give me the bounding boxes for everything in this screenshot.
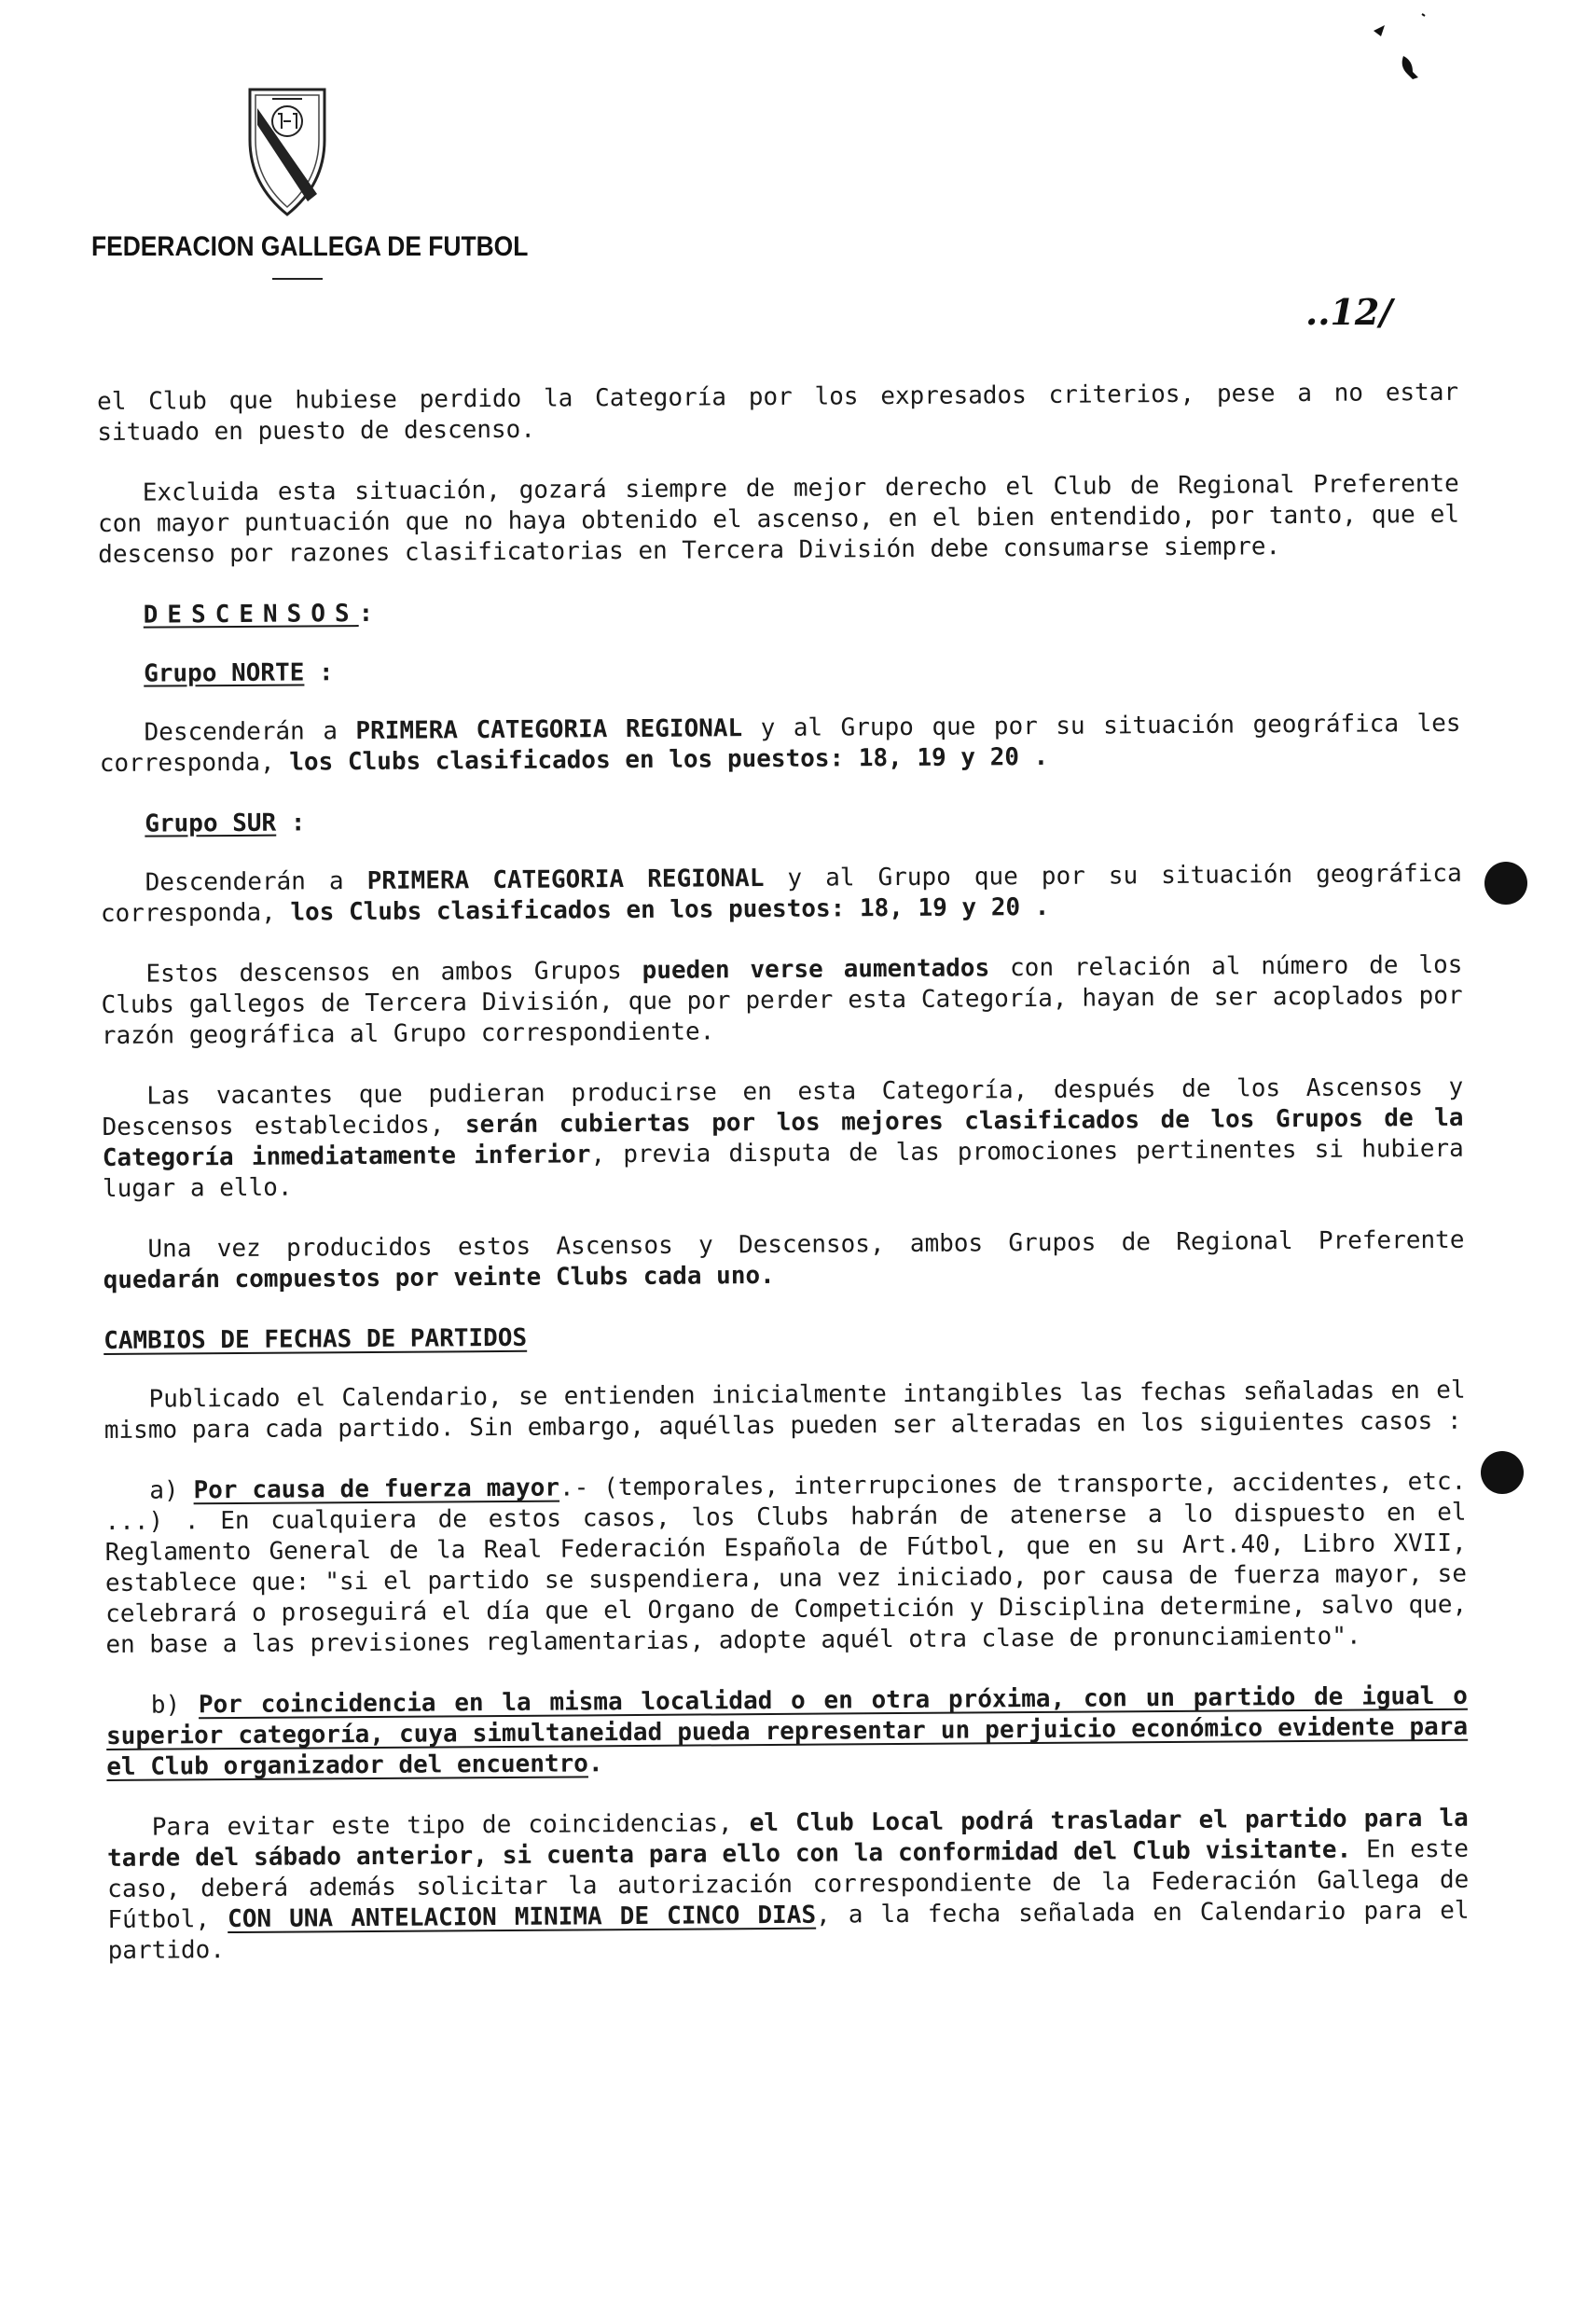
heading-colon: : — [358, 599, 374, 629]
text-run: PRIMERA CATEGORIA REGIONAL — [355, 714, 743, 746]
punch-hole-mark — [1481, 1451, 1524, 1494]
text-run: los Clubs clasificados en los puestos: 18, 19 y 20 — [289, 743, 1020, 777]
paragraph: el Club que hubiese perdido la Categoría por los expresados criterios, pese a no estar situado en puesto de descenso. — [97, 378, 1459, 447]
punch-hole-mark — [1484, 862, 1527, 905]
text-run: el Club Local podrá trasladar el partido para la tarde del sábado anterior, si cuenta para ello con la conformidad del Club visitante. — [106, 1804, 1469, 1873]
grupo-sur-heading: Grupo SUR — [145, 809, 277, 838]
subsection-heading — [144, 650, 1460, 690]
text-run: Por coincidencia en la misma localidad o en otra próxima, con un partido de igual o superior categoría, cuya simultaneidad pueda representar un perjuicio económico evidente para el Club organizador del encuentro — [105, 1681, 1469, 1781]
text-run: y al Grupo que por su situación geográfica les corresponda, — [99, 709, 1461, 778]
text-run: Descenderán a — [145, 866, 367, 897]
header-divider — [272, 278, 323, 280]
text-run: y al Grupo que por su situación geográfica corresponda, — [100, 859, 1462, 928]
text-run: . — [1018, 742, 1049, 772]
text-run: Las vacantes que pudieran producirse en esta Categoría, después de los Ascensos y Descensos establecidos, — [102, 1072, 1464, 1141]
text-run: quedarán compuestos por veinte Clubs cada uno. — [103, 1261, 775, 1294]
corner-ink-mark — [1366, 5, 1431, 89]
organization-name: FEDERACION GALLEGA DE FUTBOL — [91, 231, 529, 262]
list-item-b — [106, 1681, 1469, 1783]
heading-colon: : — [304, 658, 334, 687]
text-run: , previa disputa de las promociones pertinentes si hubiera lugar a ello. — [102, 1134, 1464, 1203]
text-run: CON UNA ANTELACION MINIMA DE CINCO DIAS — [228, 1901, 817, 1934]
subsection-heading — [145, 800, 1461, 840]
paragraph — [102, 1072, 1464, 1205]
text-run: con relación al número de los Clubs gallegos de Tercera División, que por perder esta Categoría, hayan de ser acoplados por razón geográfica al Grupo correspondiente. — [101, 950, 1463, 1050]
list-label: b) — [150, 1691, 200, 1720]
text-run: Una vez producidos estos Ascensos y Descensos, ambos Grupos de Regional Preferente — [147, 1225, 1465, 1264]
paragraph — [107, 1804, 1470, 1967]
document-body — [97, 378, 1470, 1997]
paragraph — [101, 950, 1463, 1052]
text-run: pueden verse aumentados — [642, 954, 990, 985]
federation-crest-icon — [244, 84, 330, 220]
text-run: los Clubs clasificados en los puestos: 18, 19 y 20 . — [290, 892, 1050, 927]
descensos-heading: DESCENSOS — [143, 600, 359, 629]
text-run: Descenderán a — [144, 717, 356, 747]
heading-colon: : — [276, 809, 306, 837]
text-run: Por causa de fuerza mayor — [193, 1473, 560, 1505]
text-run: Para evitar este tipo de coincidencias, — [151, 1809, 750, 1842]
paragraph — [101, 859, 1462, 930]
text-run: serán cubiertas por los mejores clasificados de los Grupos de la Categoría inmediatamente inferior — [102, 1103, 1464, 1172]
paragraph — [103, 1225, 1464, 1296]
text-run: . — [587, 1750, 603, 1778]
text-run: .- (temporales, interrupciones de transporte, accidentes, etc. ...) . En cualquiera de estos casos, los Clubs habrán de atenerse a lo dispuesto en el Reglamento General de la Real Federación Española de Fútbol, que en su Art.40, Libro XVII, establece que: "si el partido se suspendiera, una vez iniciado, por causa de fuerza mayor, se celebrará o proseguirá el día que el Organo de Competición y Disciplina determine, salvo que, en base a las previsiones reglamentarias, adopte aquél otra clase de pronunciamiento". — [104, 1467, 1468, 1659]
list-label: a) — [149, 1476, 194, 1505]
paragraph: Excluida esta situación, gozará siempre de mejor derecho el Club de Regional Preferente con mayor puntuación que no haya obtenido el ascenso, en el bien entendido, por tanto, que el descenso por razones clasificatorias en Tercera División debe consumarse siempre. — [97, 469, 1460, 569]
text-run: En este caso, deberá además solicitar la autorización correspondiente de la Federación Gallega de Fútbol, — [107, 1834, 1470, 1934]
text-run: Estos descensos en ambos Grupos — [145, 956, 642, 989]
paragraph — [99, 709, 1460, 780]
section-heading — [144, 591, 1460, 631]
text-run: , a la fecha señalada en Calendario para el partido. — [107, 1896, 1470, 1965]
grupo-norte-heading: Grupo NORTE — [144, 658, 305, 688]
page-number: ..12/ — [1305, 291, 1393, 333]
text-run: PRIMERA CATEGORIA REGIONAL — [366, 865, 765, 895]
list-item-a — [104, 1467, 1467, 1661]
cambios-heading: CAMBIOS DE FECHAS DE PARTIDOS — [104, 1323, 528, 1355]
paragraph: Publicado el Calendario, se entienden inicialmente intangibles las fechas señaladas en el mismo para cada partido. Sin embargo, aquéllas pueden ser alteradas en los siguientes casos : — [104, 1376, 1466, 1445]
